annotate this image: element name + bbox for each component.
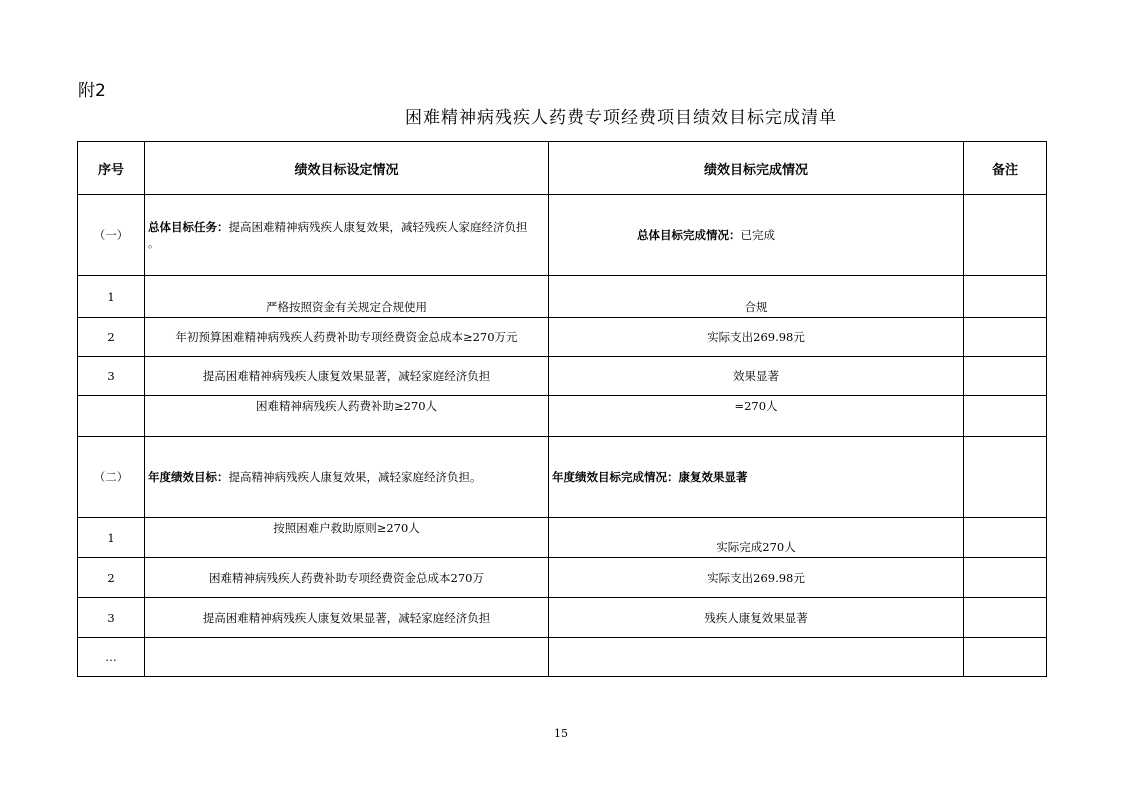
section2-completion-label: 年度绩效目标完成情况： bbox=[552, 470, 679, 484]
table-row bbox=[78, 558, 1047, 598]
header-target: 绩效目标设定情况 bbox=[145, 142, 549, 195]
header-completion: 绩效目标完成情况 bbox=[549, 142, 964, 195]
row-completion: 效果显著 bbox=[549, 357, 964, 396]
row-seq: … bbox=[78, 638, 145, 677]
header-row bbox=[78, 142, 1047, 195]
table-row bbox=[78, 518, 1047, 558]
row-target: 困难精神病残疾人药费补助专项经费资金总成本270万 bbox=[145, 558, 549, 598]
section2-seq: （二） bbox=[78, 437, 145, 518]
performance-table bbox=[77, 141, 1047, 677]
section2-completion-text: 康复效果显著 bbox=[678, 470, 748, 484]
attachment-label: 附2 bbox=[78, 81, 106, 101]
row-remark bbox=[964, 558, 1047, 598]
row-target: 年初预算困难精神病残疾人药费补助专项经费资金总成本≥270万元 bbox=[145, 318, 549, 357]
table-row bbox=[78, 638, 1047, 677]
row-seq: 3 bbox=[78, 357, 145, 396]
section1-target-tail: 。 bbox=[148, 237, 159, 250]
section2-completion bbox=[549, 437, 964, 518]
section1-target bbox=[145, 195, 549, 276]
row-remark bbox=[964, 357, 1047, 396]
section2-row bbox=[78, 437, 1047, 518]
table-row bbox=[78, 276, 1047, 318]
document-title: 困难精神病残疾人药费专项经费项目绩效目标完成清单 bbox=[405, 108, 837, 128]
page-number: 15 bbox=[554, 727, 568, 740]
section2-target bbox=[145, 437, 549, 518]
row-seq: 2 bbox=[78, 318, 145, 357]
section1-remark bbox=[964, 195, 1047, 276]
row-completion: 合规 bbox=[549, 276, 964, 318]
row-completion: 残疾人康复效果显著 bbox=[549, 598, 964, 638]
header-seq: 序号 bbox=[78, 142, 145, 195]
section1-target-label: 总体目标任务： bbox=[148, 220, 229, 234]
row-completion: 实际完成270人 bbox=[549, 518, 964, 558]
section1-completion-text: 已完成 bbox=[740, 228, 775, 242]
row-seq: 3 bbox=[78, 598, 145, 638]
table-row bbox=[78, 396, 1047, 437]
row-target: 按照困难户救助原则≥270人 bbox=[145, 518, 549, 558]
row-target: 提高困难精神病残疾人康复效果显著，减轻家庭经济负担 bbox=[145, 357, 549, 396]
row-target bbox=[145, 638, 549, 677]
section2-target-text: 提高精神病残疾人康复效果，减轻家庭经济负担。 bbox=[228, 470, 482, 484]
row-seq: 2 bbox=[78, 558, 145, 598]
section1-row bbox=[78, 195, 1047, 276]
row-completion: 实际支出269.98元 bbox=[549, 558, 964, 598]
row-target: 严格按照资金有关规定合规使用 bbox=[145, 276, 549, 318]
row-target: 提高困难精神病残疾人康复效果显著，减轻家庭经济负担 bbox=[145, 598, 549, 638]
section2-target-label: 年度绩效目标： bbox=[148, 470, 229, 484]
row-target: 困难精神病残疾人药费补助≥270人 bbox=[145, 396, 549, 437]
section1-completion bbox=[549, 195, 964, 276]
row-completion bbox=[549, 638, 964, 677]
row-completion: =270人 bbox=[549, 396, 964, 437]
row-remark bbox=[964, 318, 1047, 357]
header-remark: 备注 bbox=[964, 142, 1047, 195]
row-seq: 1 bbox=[78, 276, 145, 318]
row-seq: 1 bbox=[78, 518, 145, 558]
row-completion: 实际支出269.98元 bbox=[549, 318, 964, 357]
section1-completion-label: 总体目标完成情况： bbox=[637, 228, 741, 242]
section1-target-text: 提高困难精神病残疾人康复效果，减轻残疾人家庭经济负担 bbox=[228, 220, 528, 234]
row-remark bbox=[964, 396, 1047, 437]
row-remark bbox=[964, 518, 1047, 558]
row-seq bbox=[78, 396, 145, 437]
table-row bbox=[78, 598, 1047, 638]
section2-remark bbox=[964, 437, 1047, 518]
section1-seq: （一） bbox=[78, 195, 145, 276]
row-remark bbox=[964, 598, 1047, 638]
table-row bbox=[78, 318, 1047, 357]
row-remark bbox=[964, 638, 1047, 677]
row-remark bbox=[964, 276, 1047, 318]
table-row bbox=[78, 357, 1047, 396]
